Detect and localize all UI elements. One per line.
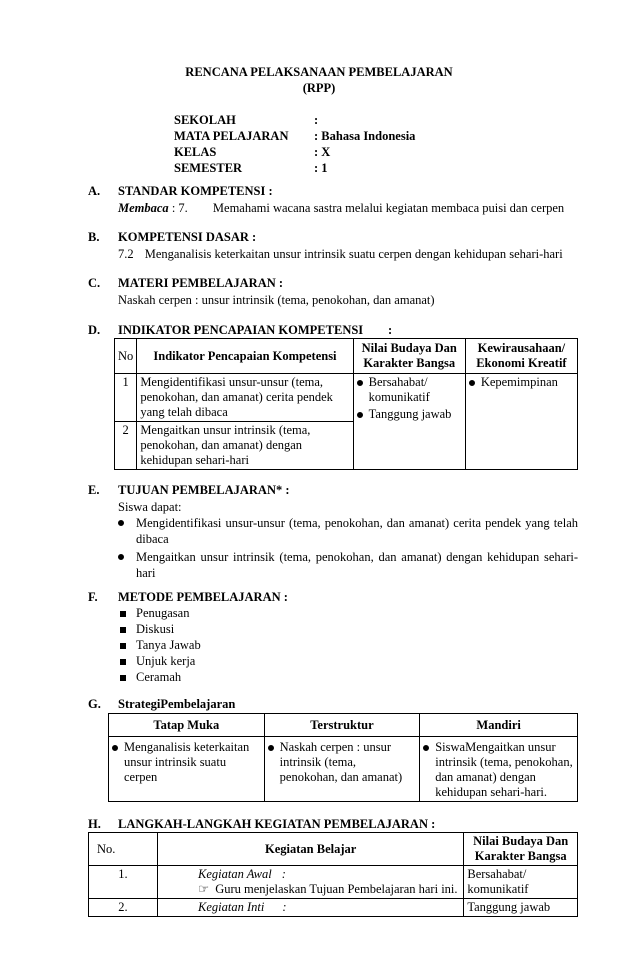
- activity-table: [88, 832, 578, 917]
- activity-cell: [157, 866, 463, 899]
- nilai-item: Tanggung jawab: [368, 407, 452, 421]
- strategy-text: SiswaMengaitkan unsur intrinsik (tema, penokohan, dan amanat) dengan kehidupan sehari-hari.: [435, 740, 573, 799]
- method-text: Unjuk kerja: [136, 654, 196, 668]
- objective-text: Mengidentifikasi unsur-unsur (tema, penokohan, dan amanat) cerita pendek yang telah dibaca: [136, 516, 578, 546]
- identity-value: : Bahasa Indonesia: [314, 129, 416, 143]
- indicator-text: Mengidentifikasi unsur-unsur (tema, penokohan, dan amanat) cerita pendek yang telah dibaca: [137, 374, 353, 422]
- section-letter: F.: [88, 590, 98, 604]
- list-item: [423, 740, 574, 800]
- row-number: 2.: [89, 899, 158, 917]
- list-item: [118, 515, 578, 547]
- bullet-icon: [469, 380, 475, 386]
- strategy-text: Menganalisis keterkaitan unsur intrinsik suatu cerpen: [124, 740, 250, 784]
- indicator-text: Mengaitkan unsur intrinsik (tema, penokohan, dan amanat) dengan kehidupan sehari-hari: [137, 422, 353, 470]
- header-no: No.: [89, 833, 158, 866]
- row-number: 1.: [89, 866, 158, 899]
- method-text: Diskusi: [136, 622, 175, 636]
- table-row: [89, 866, 578, 899]
- header-indikator: Indikator Pencapaian Kompetensi: [137, 339, 353, 374]
- section-letter: E.: [88, 483, 100, 497]
- header-no: No: [115, 339, 137, 374]
- square-bullet-icon: [120, 627, 126, 633]
- method-text: Ceramah: [136, 670, 182, 684]
- activity-phase: Kegiatan Awal: [197, 867, 272, 881]
- nilai-cell: Bersahabat/ komunikatif: [464, 866, 578, 899]
- bullet-icon: [423, 745, 429, 751]
- activity-colon: :: [282, 900, 287, 914]
- section-g-title: StrategiPembelajaran: [118, 697, 236, 711]
- section-b-item: [118, 246, 563, 262]
- list-item: [112, 740, 261, 785]
- list-item: [357, 375, 462, 405]
- bullet-icon: [357, 380, 363, 386]
- bullet-icon: [357, 412, 363, 418]
- list-item: [268, 740, 417, 785]
- document-subtitle: (RPP): [302, 81, 336, 95]
- header-nilai: Nilai Budaya Dan Karakter Bangsa: [464, 833, 578, 866]
- list-item: [120, 605, 201, 621]
- method-text: Tanya Jawab: [136, 638, 201, 652]
- header-terstruktur: Terstruktur: [264, 714, 420, 737]
- section-a-item: [118, 200, 564, 216]
- objective-intro: Siswa dapat:: [118, 500, 182, 514]
- identity-value: : X: [314, 145, 331, 159]
- basic-competency-text: Menganalisis keterkaitan unsur intrinsik suatu cerpen dengan kehidupan sehari-hari: [144, 247, 563, 261]
- square-bullet-icon: [120, 643, 126, 649]
- table-row: [115, 374, 578, 422]
- document-title: RENCANA PELAKSANAAN PEMBELAJARAN: [185, 65, 453, 79]
- strategy-cell: [420, 737, 578, 802]
- identity-label: SEMESTER: [174, 161, 243, 175]
- section-b-title: KOMPETENSI DASAR :: [118, 230, 257, 244]
- indicator-table: [114, 338, 578, 470]
- activity-phase: Kegiatan Inti: [197, 900, 265, 914]
- identity-value: :: [314, 113, 319, 127]
- square-bullet-icon: [120, 611, 126, 617]
- section-d-colon: :: [388, 323, 393, 337]
- header-nilai: Nilai Budaya Dan Karakter Bangsa: [353, 339, 465, 374]
- strategy-text: Naskah cerpen : unsur intrinsik (tema, penokohan, dan amanat): [279, 740, 403, 784]
- competency-text: Memahami wacana sastra melalui kegiatan membaca puisi dan cerpen: [212, 201, 565, 215]
- list-item: [120, 653, 201, 669]
- kewirausahaan-cell: [465, 374, 577, 470]
- section-letter: G.: [88, 697, 101, 711]
- section-e-title: TUJUAN PEMBELAJARAN* :: [118, 483, 290, 497]
- section-letter: C.: [88, 276, 101, 290]
- section-a-title: STANDAR KOMPETENSI :: [118, 184, 273, 198]
- row-number: 2: [115, 422, 137, 470]
- strategy-cell: [264, 737, 420, 802]
- list-item: [357, 407, 462, 422]
- section-h-title: LANGKAH-LANGKAH KEGIATAN PEMBELAJARAN :: [118, 817, 436, 831]
- identity-label: MATA PELAJARAN: [174, 129, 289, 143]
- method-list: [120, 605, 201, 685]
- competency-lead: Membaca: [118, 201, 169, 215]
- header-mandiri: Mandiri: [420, 714, 578, 737]
- activity-colon: :: [281, 867, 286, 881]
- objective-list: [118, 515, 578, 581]
- table-row: [89, 899, 578, 917]
- kewirausahaan-item: Kepemimpinan: [480, 375, 558, 389]
- square-bullet-icon: [120, 675, 126, 681]
- table-header-row: [115, 339, 578, 374]
- section-letter: B.: [88, 230, 100, 244]
- bullet-icon: [112, 745, 118, 751]
- header-tatap-muka: Tatap Muka: [109, 714, 265, 737]
- section-c-title: MATERI PEMBELAJARAN :: [118, 276, 284, 290]
- identity-value: : 1: [314, 161, 328, 175]
- section-f-title: METODE PEMBELAJARAN :: [118, 590, 288, 604]
- basic-competency-number: 7.2: [118, 247, 134, 261]
- list-item: [198, 882, 460, 897]
- square-bullet-icon: [120, 659, 126, 665]
- header-kegiatan: Kegiatan Belajar: [157, 833, 463, 866]
- list-item: [120, 621, 201, 637]
- table-header-row: [109, 714, 578, 737]
- bullet-icon: [118, 554, 124, 560]
- objective-text: Mengaitkan unsur intrinsik (tema, penokohan, dan amanat) dengan kehidupan sehari-hari: [136, 550, 578, 580]
- nilai-cell: Tanggung jawab: [464, 899, 578, 917]
- section-letter: D.: [88, 323, 101, 337]
- section-letter: A.: [88, 184, 101, 198]
- identity-label: KELAS: [174, 145, 217, 159]
- list-item: [120, 669, 201, 685]
- activity-step: Guru menjelaskan Tujuan Pembelajaran hari ini.: [215, 882, 458, 896]
- list-item: [469, 375, 574, 390]
- identity-label: SEKOLAH: [174, 113, 236, 127]
- strategy-table: [108, 713, 578, 802]
- list-item: [118, 549, 578, 581]
- bullet-icon: [268, 745, 274, 751]
- method-text: Penugasan: [136, 606, 190, 620]
- table-header-row: [89, 833, 578, 866]
- competency-number: : 7.: [171, 201, 188, 215]
- section-d-title: INDIKATOR PENCAPAIAN KOMPETENSI: [118, 323, 364, 337]
- nilai-item: Bersahabat/ komunikatif: [368, 375, 430, 404]
- nilai-cell: [353, 374, 465, 470]
- table-row: [109, 737, 578, 802]
- row-number: 1: [115, 374, 137, 422]
- bullet-icon: [118, 520, 124, 526]
- pointing-hand-icon: ☞: [197, 882, 210, 896]
- section-letter: H.: [88, 817, 101, 831]
- strategy-cell: [109, 737, 265, 802]
- material-text: Naskah cerpen : unsur intrinsik (tema, penokohan, dan amanat): [118, 293, 435, 307]
- header-kewirausahaan: Kewirausahaan/ Ekonomi Kreatif: [465, 339, 577, 374]
- activity-heading: [198, 867, 460, 882]
- list-item: [120, 637, 201, 653]
- activity-cell: [157, 899, 463, 917]
